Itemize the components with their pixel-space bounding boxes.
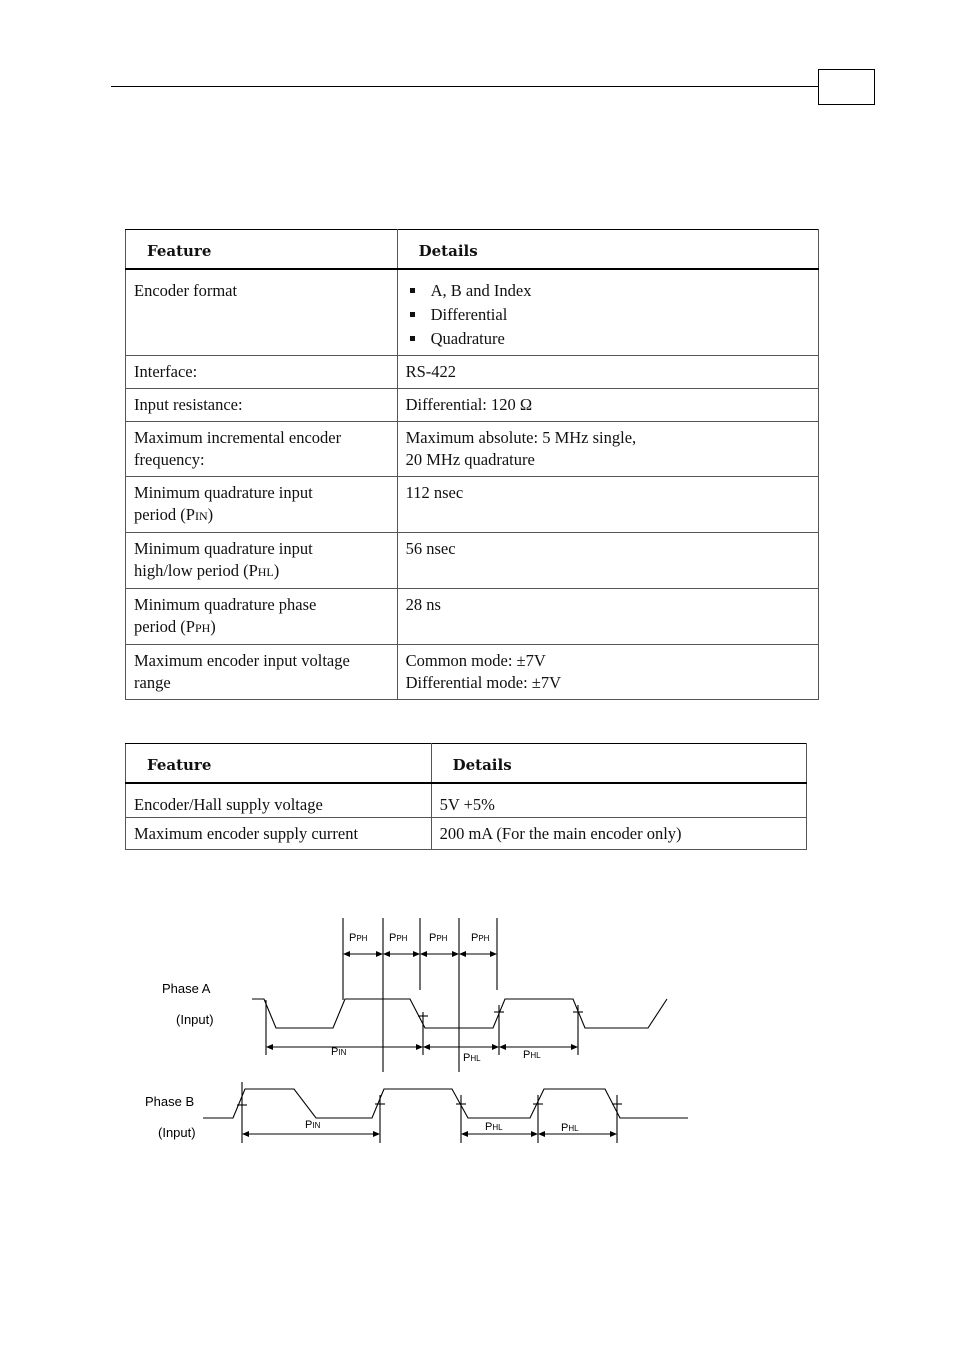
p-ph-label: PPH xyxy=(349,932,368,944)
details-list xyxy=(406,279,810,351)
phase-b-label: Phase B xyxy=(145,1094,195,1109)
table-row xyxy=(126,644,819,699)
phase-a-input-label: (Input) xyxy=(176,1012,214,1027)
details-cell: 112 nsec xyxy=(405,482,464,502)
p-in-label: PIN xyxy=(331,1046,347,1058)
page-number-box xyxy=(818,69,875,105)
quadrature-timing-diagram xyxy=(0,900,954,1160)
encoder-spec-table xyxy=(125,229,819,700)
column-header-details: Details xyxy=(397,230,818,270)
phase-a-label: Phase A xyxy=(162,981,211,996)
list-item: Differential xyxy=(406,303,810,327)
feature-cell: Maximum encoder supply current xyxy=(134,823,359,843)
table-row xyxy=(126,588,819,644)
feature-cell: Minimum quadrature input high/low period (PHL) xyxy=(134,538,313,580)
table-header-row xyxy=(126,230,819,270)
column-header-feature: Feature xyxy=(126,744,432,784)
encoder-supply-table xyxy=(125,743,807,850)
table-row xyxy=(126,476,819,532)
feature-cell: Maximum encoder input voltage range xyxy=(134,650,350,692)
table-row xyxy=(126,269,819,356)
details-cell: Common mode: ±7V Differential mode: ±7V xyxy=(405,650,561,692)
feature-cell: Minimum quadrature phase period (PPH) xyxy=(134,594,317,636)
table-header-row xyxy=(126,744,807,784)
p-ph-label: PPH xyxy=(429,932,448,944)
details-cell: 28 ns xyxy=(405,594,441,614)
p-hl-label: PHL xyxy=(463,1052,481,1064)
table-row xyxy=(126,817,807,850)
table-row xyxy=(126,421,819,476)
table-row xyxy=(126,389,819,422)
p-hl-label: PHL xyxy=(561,1122,579,1134)
feature-cell: Minimum quadrature input period (PIN) xyxy=(134,482,313,524)
table-row xyxy=(126,532,819,588)
list-item: A, B and Index xyxy=(406,279,810,303)
list-item: Quadrature xyxy=(406,327,810,351)
feature-cell: Encoder/Hall supply voltage xyxy=(134,795,323,814)
p-in-label: PIN xyxy=(305,1119,321,1131)
details-cell: RS-422 xyxy=(405,362,457,381)
p-hl-label: PHL xyxy=(523,1049,541,1061)
details-cell: 200 mA (For the main encoder only) xyxy=(439,823,682,843)
phase-b-input-label: (Input) xyxy=(158,1125,196,1140)
details-cell: Maximum absolute: 5 MHz single, 20 MHz quadrature xyxy=(405,427,637,469)
details-cell: 5V +5% xyxy=(439,795,495,814)
details-cell: 56 nsec xyxy=(405,538,456,558)
p-ph-label: PPH xyxy=(471,932,490,944)
column-header-details: Details xyxy=(431,744,806,784)
details-cell: Differential: 120 Ω xyxy=(405,395,533,414)
feature-cell: Encoder format xyxy=(134,281,238,300)
p-hl-label: PHL xyxy=(485,1121,503,1133)
feature-cell: Interface: xyxy=(134,362,198,381)
header-rule xyxy=(111,86,818,87)
feature-cell: Maximum incremental encoder frequency: xyxy=(134,427,342,469)
column-header-feature: Feature xyxy=(126,230,398,270)
table-row xyxy=(126,783,807,817)
feature-cell: Input resistance: xyxy=(134,395,243,414)
p-ph-label: PPH xyxy=(389,932,408,944)
table-row xyxy=(126,356,819,389)
